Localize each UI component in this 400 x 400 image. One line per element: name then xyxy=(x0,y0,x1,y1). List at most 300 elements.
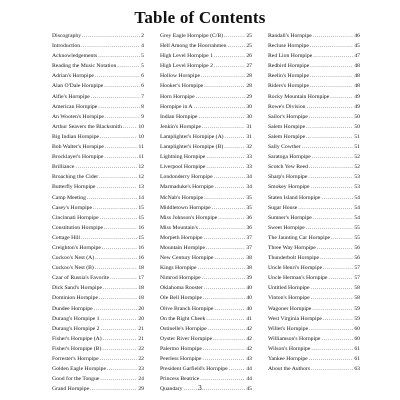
toc-entry xyxy=(160,243,252,253)
dot-leader xyxy=(225,132,246,142)
toc-entry-page: 37 xyxy=(246,234,252,241)
toc-entry-title: Constitution Hornpipe xyxy=(52,224,104,231)
toc-entry xyxy=(268,253,360,263)
toc-entry xyxy=(268,283,360,293)
toc-entry-page: 47 xyxy=(354,53,360,60)
toc-entry xyxy=(268,233,360,243)
toc-entry-title: Cuckoo's Nest (B) xyxy=(52,265,94,272)
toc-entry-title: Thunderbolt Hornpipe xyxy=(268,255,320,262)
dot-leader xyxy=(95,263,138,273)
toc-column-3 xyxy=(268,31,360,394)
toc-entry-page: 43 xyxy=(246,356,252,362)
toc-entry xyxy=(160,213,252,223)
toc-entry-title: Princess Beatrice xyxy=(160,376,200,383)
dot-leader xyxy=(313,51,353,61)
toc-entry-title: Creighton's Hornpipe xyxy=(52,244,101,251)
toc-entry-page: 61 xyxy=(354,345,360,352)
toc-entry xyxy=(52,71,144,81)
toc-entry-page: 63 xyxy=(354,366,360,373)
toc-entry xyxy=(268,41,360,51)
toc-entry xyxy=(268,61,360,71)
toc-entry-page: 12 xyxy=(138,164,144,171)
toc-entry-title: Golden Eagle Hornpipe xyxy=(52,366,107,373)
toc-entry xyxy=(52,152,144,162)
toc-entry xyxy=(160,324,252,334)
toc-entry-title: Wilson's Hornpipe xyxy=(268,345,311,352)
toc-entry xyxy=(52,253,144,263)
toc-entry-page: 52 xyxy=(354,154,360,161)
dot-leader xyxy=(203,293,245,303)
toc-entry-page: 40 xyxy=(246,305,252,312)
dot-leader xyxy=(198,263,246,273)
dot-leader xyxy=(100,374,137,384)
dot-leader xyxy=(206,314,245,324)
toc-entry-title: Williamson's Hornpipe xyxy=(268,335,321,342)
toc-entry xyxy=(160,112,252,122)
toc-entry-title: Scotch Yew Reed xyxy=(268,164,308,171)
toc-entry-page: 58 xyxy=(354,295,360,302)
toc-entry-title: Hell Among the Hoorrahmen xyxy=(160,43,227,50)
toc-entry xyxy=(52,112,144,122)
toc-entry-page: 16 xyxy=(138,255,144,262)
toc-entry-title: Olive Branch Hornpipe xyxy=(160,305,214,312)
toc-entry-page: 6 xyxy=(141,73,144,80)
dot-leader xyxy=(214,172,246,182)
toc-entry xyxy=(160,152,252,162)
toc-column-1 xyxy=(52,31,144,394)
toc-entry-title: Butterfly Hornpipe xyxy=(52,184,96,191)
toc-entry-page: 30 xyxy=(246,113,252,120)
dot-leader xyxy=(323,263,353,273)
dot-leader xyxy=(311,344,353,354)
dot-leader xyxy=(310,41,353,51)
toc-entry-title: Alfie's Hornpipe xyxy=(52,93,90,100)
dot-leader xyxy=(81,41,140,51)
toc-entry-title: Brilliance xyxy=(52,164,75,171)
dot-leader xyxy=(105,142,138,152)
dot-leader xyxy=(309,354,354,364)
toc-entry-page: 41 xyxy=(246,315,252,322)
toc-entry-page: 38 xyxy=(246,255,252,262)
toc-entry-title: Smokey Hornpipe xyxy=(268,184,310,191)
toc-entry-title: Dundee Hornpipe xyxy=(52,305,93,312)
toc-entry-page: 31 xyxy=(246,123,252,130)
dot-leader xyxy=(94,304,138,314)
toc-entry-page: 18 xyxy=(138,295,144,302)
toc-entry-page: 20 xyxy=(138,315,144,322)
toc-entry-title: President Garfield's Hornpipe xyxy=(160,366,228,373)
toc-entry-title: Wagoner Hornpipe xyxy=(268,305,312,312)
dot-leader xyxy=(311,283,354,293)
toc-entry-page: 30 xyxy=(246,103,252,110)
dot-leader xyxy=(228,41,246,51)
toc-entry-title: Miss Johnson's Hornpipe xyxy=(160,214,218,221)
toc-entry-title: Cincinnati Hornpipe xyxy=(52,214,99,221)
toc-entry-page: 50 xyxy=(354,123,360,130)
toc-entry-page: 36 xyxy=(246,214,252,221)
toc-entry-title: Ostinelle's Hornpipe xyxy=(160,325,207,332)
dot-leader xyxy=(98,102,140,112)
toc-entry-page: 52 xyxy=(354,164,360,171)
dot-leader xyxy=(204,233,246,243)
toc-entry-title: Staten Island Hornpipe xyxy=(268,194,321,201)
dot-leader xyxy=(311,293,354,303)
dot-leader xyxy=(323,314,353,324)
dot-leader xyxy=(103,334,138,344)
toc-entry xyxy=(52,182,144,192)
toc-entry-title: Quandary xyxy=(160,386,183,393)
dot-leader xyxy=(214,304,245,314)
toc-entry-title: High Level Hornpipe 2 xyxy=(160,63,213,70)
toc-entry xyxy=(160,273,252,283)
dot-leader xyxy=(309,162,353,172)
toc-entry-title: New Century Hornpipe xyxy=(160,255,214,262)
toc-entry-title: Grey Eagle Hornpipe (C/B) xyxy=(160,33,224,39)
toc-entry-page: 4 xyxy=(141,43,144,50)
toc-entry xyxy=(268,354,360,364)
toc-entry xyxy=(52,324,144,334)
toc-entry-page: 38 xyxy=(246,265,252,272)
toc-entry xyxy=(160,172,252,182)
dot-leader xyxy=(330,92,353,102)
toc-entry-page: 13 xyxy=(138,184,144,191)
dot-leader xyxy=(306,132,353,142)
toc-entry-title: Casey's Hornpipe xyxy=(52,204,93,211)
toc-entry xyxy=(268,51,360,61)
toc-entry-page: 61 xyxy=(354,356,360,362)
dot-leader xyxy=(100,132,137,142)
dot-leader xyxy=(306,223,354,233)
toc-entry xyxy=(268,162,360,172)
toc-entry xyxy=(160,182,252,192)
dot-leader xyxy=(203,354,246,364)
toc-entry xyxy=(52,51,144,61)
toc-entry-title: Durang's Hornpipe 1 xyxy=(52,315,100,322)
toc-entry-title: Hornpipe in A xyxy=(160,103,193,110)
toc-entry xyxy=(160,162,252,172)
toc-entry-page: 35 xyxy=(246,194,252,201)
toc-entry-title: Fisher's Hornpipe (A) xyxy=(52,335,102,342)
dot-leader xyxy=(298,203,353,213)
toc-entry-page: 42 xyxy=(246,325,252,332)
toc-entry-page: 51 xyxy=(354,144,360,151)
toc-entry xyxy=(160,142,252,152)
dot-leader xyxy=(309,112,354,122)
dot-leader xyxy=(104,152,137,162)
toc-entry-page: 34 xyxy=(246,174,252,181)
toc-entry xyxy=(52,223,144,233)
dot-leader xyxy=(206,243,245,253)
dot-leader xyxy=(313,213,353,223)
dot-leader xyxy=(313,31,353,41)
toc-columns xyxy=(52,31,360,394)
toc-entry-page: 34 xyxy=(246,184,252,191)
toc-entry-title: Untitled Hornpipe xyxy=(268,285,310,292)
toc-entry xyxy=(268,182,360,192)
toc-entry xyxy=(160,81,252,91)
toc-entry-page: 58 xyxy=(354,285,360,292)
toc-entry-page: 26 xyxy=(246,53,252,60)
toc-entry-title: The Jaunting Car Hornpipe xyxy=(268,234,331,241)
toc-entry-page: 17 xyxy=(138,275,144,282)
toc-entry-title: Indian Hornpipe xyxy=(160,113,198,120)
toc-entry-title: Saratoga Hornpipe xyxy=(268,154,311,161)
toc-entry-title: Recluse Hornpipe xyxy=(268,43,309,50)
toc-entry xyxy=(52,102,144,112)
toc-entry xyxy=(160,334,252,344)
toc-entry xyxy=(160,193,252,203)
toc-entry-title: Liverpool Hornpipe xyxy=(160,164,206,171)
dot-leader xyxy=(81,233,137,243)
toc-entry-title: Big Indian Hornpipe xyxy=(52,133,100,140)
dot-leader xyxy=(100,354,138,364)
toc-entry-page: 51 xyxy=(354,133,360,140)
toc-entry-title: Kings Hornpipe xyxy=(160,265,197,272)
toc-entry-page: 59 xyxy=(354,315,360,322)
toc-entry-page: 48 xyxy=(354,63,360,70)
toc-entry xyxy=(160,102,252,112)
toc-entry xyxy=(268,31,360,41)
toc-entry-page: 15 xyxy=(138,234,144,241)
toc-entry-page: 8 xyxy=(141,103,144,110)
toc-entry xyxy=(52,142,144,152)
dot-leader xyxy=(104,223,137,233)
toc-entry xyxy=(268,273,360,283)
toc-entry-page: 56 xyxy=(354,255,360,262)
toc-entry xyxy=(268,263,360,273)
toc-entry-page: 21 xyxy=(138,335,144,342)
toc-entry xyxy=(160,314,252,324)
toc-entry-page: 49 xyxy=(354,93,360,100)
dot-leader xyxy=(99,293,137,303)
toc-entry-page: 42 xyxy=(246,335,252,342)
toc-entry xyxy=(268,304,360,314)
toc-entry-page: 39 xyxy=(246,275,252,282)
toc-entry-page: 54 xyxy=(354,214,360,221)
toc-entry xyxy=(268,293,360,303)
toc-entry-page: 35 xyxy=(246,204,252,211)
toc-entry xyxy=(160,31,252,41)
toc-entry-title: Grand Hornpipe xyxy=(52,386,90,393)
toc-entry-title: Adrian's Hornpipe xyxy=(52,73,94,80)
toc-entry-title: Reelin's Hornpipe xyxy=(268,73,309,80)
dot-leader xyxy=(214,61,245,71)
toc-entry-title: Vinton's Hornpipe xyxy=(268,295,310,302)
toc-entry xyxy=(160,344,252,354)
dot-leader xyxy=(310,81,353,91)
toc-entry-page: 11 xyxy=(138,154,144,161)
dot-leader xyxy=(311,182,354,192)
toc-entry-title: Uncle Henri's Hornpipe xyxy=(268,265,323,272)
toc-entry xyxy=(160,223,252,233)
toc-entry-page: 25 xyxy=(246,43,252,50)
toc-entry-page: 60 xyxy=(354,325,360,332)
toc-entry xyxy=(52,41,144,51)
dot-leader xyxy=(203,344,245,354)
toc-entry xyxy=(160,61,252,71)
dot-leader xyxy=(331,233,353,243)
dot-leader xyxy=(123,122,137,132)
toc-entry-page: 22 xyxy=(138,356,144,362)
toc-entry-page: 37 xyxy=(246,244,252,251)
dot-leader xyxy=(96,182,137,192)
dot-leader xyxy=(75,162,137,172)
dot-leader xyxy=(204,283,246,293)
toc-entry xyxy=(52,263,144,273)
toc-entry-title: Hollow Hornpipe xyxy=(160,73,200,80)
toc-entry-page: 6 xyxy=(141,83,144,90)
toc-entry-page: 57 xyxy=(354,265,360,272)
toc-entry-title: Camp Meeting xyxy=(52,194,86,201)
toc-entry xyxy=(52,273,144,283)
dot-leader xyxy=(312,304,353,314)
toc-column-2 xyxy=(160,31,252,394)
toc-entry-page: 32 xyxy=(246,144,252,151)
toc-entry-title: Brocklayer's Hornpipe xyxy=(52,154,104,161)
toc-entry-page: 7 xyxy=(141,93,144,100)
toc-entry-page: 2 xyxy=(141,33,144,39)
toc-entry-title: Marmaduke's Hornpipe xyxy=(160,184,214,191)
toc-entry-page: 33 xyxy=(246,154,252,161)
toc-entry xyxy=(160,263,252,273)
toc-entry-title: Three Way Hornpipe xyxy=(268,244,316,251)
toc-entry-page: 33 xyxy=(246,164,252,171)
toc-entry-page: 29 xyxy=(138,386,144,393)
toc-entry-page: 18 xyxy=(138,285,144,292)
dot-leader xyxy=(100,213,138,223)
dot-leader xyxy=(306,122,353,132)
toc-entry xyxy=(268,152,360,162)
toc-entry-page: 10 xyxy=(138,123,144,130)
dot-leader xyxy=(95,253,137,263)
toc-entry xyxy=(160,253,252,263)
toc-entry-title: West Virginia Hornpipe xyxy=(268,315,322,322)
toc-entry-page: 16 xyxy=(138,244,144,251)
toc-entry xyxy=(52,374,144,384)
dot-leader xyxy=(196,92,246,102)
toc-entry xyxy=(52,81,144,91)
dot-leader xyxy=(91,92,140,102)
toc-entry-page: 54 xyxy=(354,204,360,211)
toc-entry xyxy=(52,243,144,253)
toc-entry xyxy=(52,314,144,324)
toc-entry-page: 28 xyxy=(246,83,252,90)
dot-leader xyxy=(110,273,137,283)
dot-leader xyxy=(104,81,140,91)
dot-leader xyxy=(214,51,245,61)
toc-entry-title: Sailor's Hornpipe xyxy=(268,113,308,120)
dot-leader xyxy=(229,364,246,374)
dot-leader xyxy=(117,61,140,71)
dot-leader xyxy=(200,374,245,384)
toc-entry-title: McNab's Hornpipe xyxy=(160,194,204,201)
toc-entry xyxy=(52,122,144,132)
toc-entry-page: 5 xyxy=(141,63,144,70)
dot-leader xyxy=(82,31,140,41)
toc-entry xyxy=(160,293,252,303)
toc-entry-page: 40 xyxy=(246,295,252,302)
toc-entry-page: 29 xyxy=(246,93,252,100)
toc-entry xyxy=(268,324,360,334)
toc-entry-page: 46 xyxy=(354,33,360,39)
dot-leader xyxy=(201,71,245,81)
dot-leader xyxy=(99,172,137,182)
dot-leader xyxy=(311,364,353,374)
toc-entry-title: An Wooten's Hornpipe xyxy=(52,113,104,120)
toc-entry xyxy=(268,203,360,213)
toc-entry xyxy=(268,112,360,122)
toc-entry-page: 57 xyxy=(354,275,360,282)
toc-entry xyxy=(52,213,144,223)
toc-entry-title: Forrester's Hornpipe xyxy=(52,356,99,362)
toc-entry-page: 24 xyxy=(138,376,144,383)
toc-entry xyxy=(160,304,252,314)
toc-entry-title: Yankee Hornpipe xyxy=(268,356,308,362)
toc-entry-title: Alan O'Dale Hornpipe xyxy=(52,83,104,90)
toc-entry xyxy=(52,92,144,102)
toc-entry xyxy=(268,122,360,132)
toc-entry-title: Reading the Music Notation xyxy=(52,63,117,70)
toc-entry-title: Good for the Tongue xyxy=(52,376,100,383)
toc-entry-page: 5 xyxy=(141,53,144,60)
toc-entry-page: 16 xyxy=(138,224,144,231)
toc-entry-title: Dominion Hornpipe xyxy=(52,295,98,302)
toc-entry xyxy=(52,132,144,142)
toc-entry xyxy=(52,233,144,243)
dot-leader xyxy=(310,61,353,71)
dot-leader xyxy=(309,324,353,334)
toc-entry-title: Oklahoma Rooster xyxy=(160,285,203,292)
toc-entry-page: 49 xyxy=(354,103,360,110)
dot-leader xyxy=(107,364,137,374)
toc-entry-title: Sweet Hornpipe xyxy=(268,224,305,231)
toc-entry-title: Acknowledgements xyxy=(52,53,98,60)
toc-entry xyxy=(52,31,144,41)
toc-entry-title: Arthur Seavers the Blacksmith xyxy=(52,123,122,130)
toc-entry-title: Rowe's Division xyxy=(268,103,306,110)
toc-entry-title: Dick Sand's Hornpipe xyxy=(52,285,102,292)
dot-leader xyxy=(204,193,245,203)
toc-entry xyxy=(160,132,252,142)
dot-leader xyxy=(308,172,353,182)
toc-entry xyxy=(268,193,360,203)
toc-entry-page: 44 xyxy=(246,366,252,373)
toc-entry-title: Jenkin's Hornpipe xyxy=(160,123,201,130)
toc-entry-title: Ole Bell Hornpipe xyxy=(160,295,203,302)
dot-leader xyxy=(307,102,354,112)
toc-entry xyxy=(52,61,144,71)
toc-entry xyxy=(52,162,144,172)
dot-leader xyxy=(218,213,245,223)
dot-leader xyxy=(100,314,137,324)
toc-entry xyxy=(52,304,144,314)
dot-leader xyxy=(320,253,353,263)
toc-entry-page: 22 xyxy=(138,345,144,352)
toc-entry-title: High Level Hornpipe 1 xyxy=(160,53,213,60)
dot-leader xyxy=(310,71,353,81)
toc-entry-title: Lightning Hornpipe xyxy=(160,154,206,161)
dot-leader xyxy=(224,31,245,41)
toc-entry-page: 12 xyxy=(138,174,144,181)
toc-entry-title: Czar of Russia's Favorite xyxy=(52,275,110,282)
toc-entry xyxy=(268,92,360,102)
toc-entry-page: 23 xyxy=(138,366,144,373)
dot-leader xyxy=(302,142,354,152)
dot-leader xyxy=(224,142,245,152)
toc-entry-page: 15 xyxy=(138,214,144,221)
toc-entry xyxy=(52,364,144,374)
toc-entry xyxy=(268,344,360,354)
